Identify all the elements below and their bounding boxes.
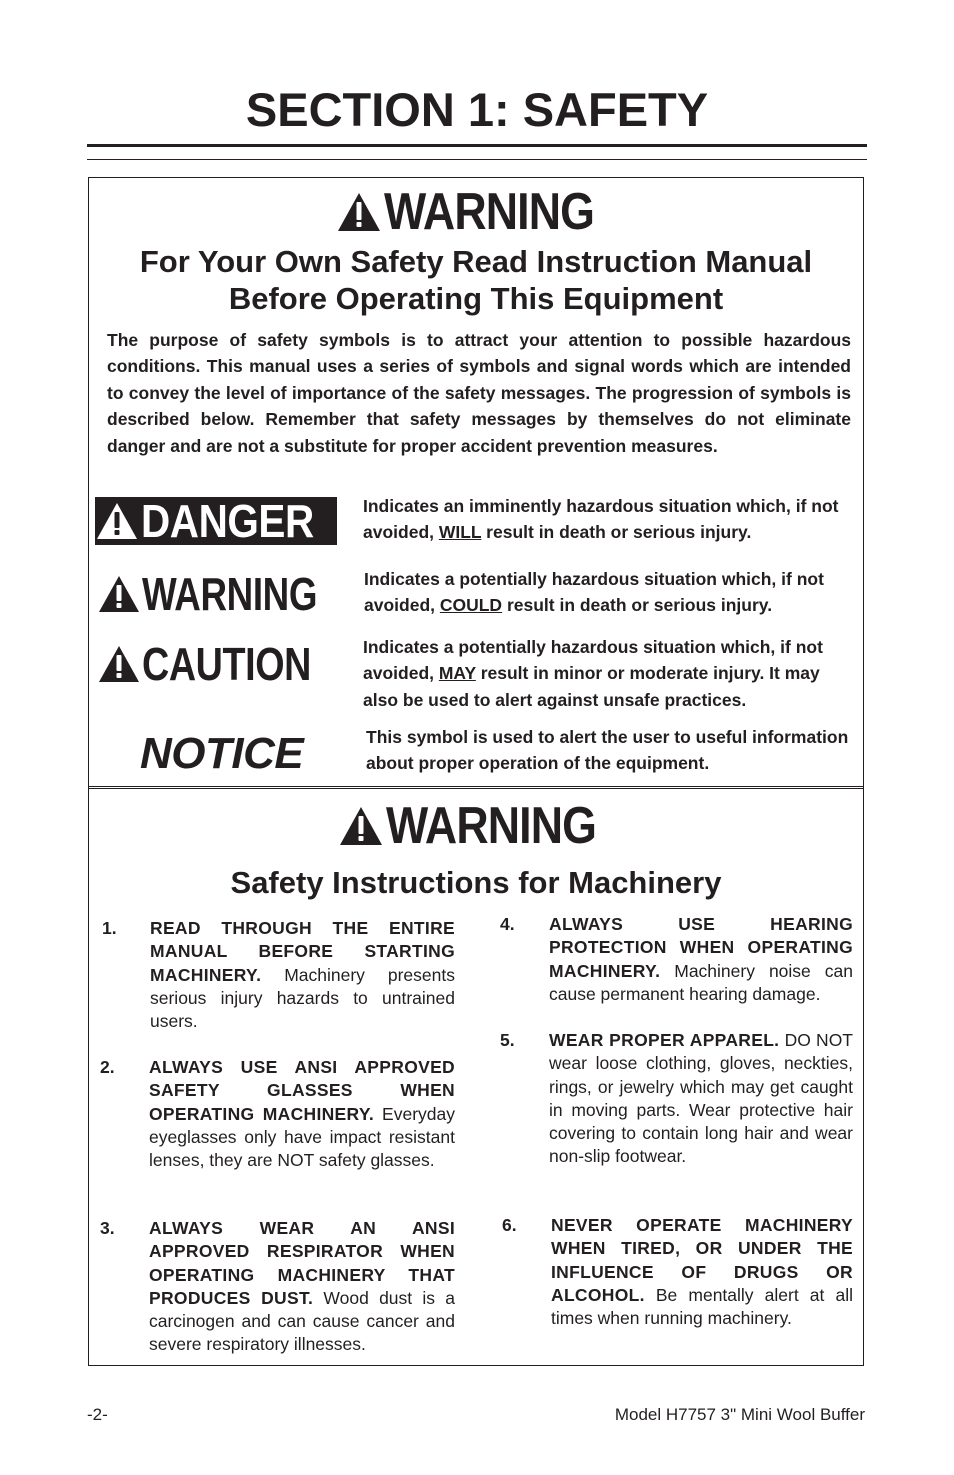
danger-triangle-icon: [95, 500, 139, 542]
item-body: [150, 917, 455, 1033]
danger-description: [363, 493, 858, 546]
manual-subhead-line1: For Your Own Safety Read Instruction Manual: [139, 244, 813, 279]
title-rule-thick: [87, 144, 867, 147]
item-heading: NEVER OPERATE MACHINERY WHEN TIRED, OR UNDER THE INFLUENCE OF DRUGS OR ALCOHOL.: [551, 1215, 853, 1305]
notice-description: [366, 724, 851, 777]
warning-description: [364, 566, 859, 619]
item-text: Everyday eyeglasses only have impact resistant lenses, they are NOT safety glasses.: [149, 1103, 455, 1171]
warning-badge: [97, 570, 361, 618]
item-body: [551, 1214, 853, 1330]
notice-badge: NOTICE: [140, 729, 304, 778]
warning-desc-text-end: result in death or serious injury.: [502, 595, 773, 616]
caution-desc-keyword: MAY: [438, 663, 476, 684]
item-body: [549, 913, 853, 1006]
warning-header-word: WARNING: [384, 183, 595, 241]
intro-paragraph: The purpose of safety symbols is to attract your attention to possible hazardous conditions. This manual uses a series of symbols and signal words which are intended to convey the level of importance of the safety messages. The progression of symbols is described below. Remember that safety messages by themselves do not eliminate danger and are not a substitute for proper accident prevention measures.: [107, 330, 851, 456]
item-heading: ALWAYS USE ANSI APPROVED SAFETY GLASSES WHEN OPERATING MACHINERY.: [149, 1057, 455, 1124]
item-body: [149, 1217, 455, 1357]
machinery-subhead: Safety Instructions for Machinery: [230, 865, 722, 900]
item-heading: WEAR PROPER APPAREL.: [549, 1030, 780, 1050]
caution-triangle-icon: [97, 643, 141, 685]
caution-badge: [97, 640, 348, 688]
list-item: [502, 1214, 853, 1332]
warning-desc-text: Indicates a potentially hazardous situation which, if not avoided,: [364, 569, 824, 616]
danger-word: DANGER: [141, 495, 314, 547]
danger-desc-text: Indicates an imminently hazardous situation which, if not avoided,: [363, 496, 839, 543]
list-item: [500, 913, 853, 1007]
item-number: 6.: [502, 1215, 517, 1235]
danger-badge: [95, 497, 337, 545]
item-text: Machinery presents serious injury hazards to untrained users.: [150, 964, 455, 1032]
caution-description: [363, 634, 858, 713]
caution-desc-text-end: result in minor or moderate injury. It may also be used to alert against unsafe practices.: [363, 663, 820, 710]
item-number: 5.: [500, 1030, 515, 1050]
notice-desc-text: This symbol is used to alert the user to useful information about proper operation of the equipment.: [366, 727, 849, 774]
page-number: -2-: [87, 1405, 108, 1424]
warning-header-1: [336, 183, 628, 241]
item-number: 3.: [100, 1218, 115, 1238]
warning-triangle-icon: [97, 573, 141, 615]
item-number: 1.: [102, 918, 117, 938]
manual-subhead: [88, 243, 864, 317]
page-title: SECTION 1: SAFETY: [245, 83, 709, 136]
warning-desc-keyword: COULD: [439, 595, 503, 616]
item-text: DO NOT wear loose clothing, gloves, neckties, rings, or jewelry which may get caught in moving parts. Wear protective hair covering to contain long hair and wear non-slip footwear.: [549, 1030, 853, 1167]
title-rule-thin: [87, 159, 867, 160]
item-heading: READ THROUGH THE ENTIRE MANUAL BEFORE STARTING MACHINERY.: [150, 918, 455, 985]
caution-desc-text: Indicates a potentially hazardous situation which, if not avoided,: [363, 637, 823, 684]
manual-subhead-line2: Before Operating This Equipment: [228, 281, 724, 316]
list-item: [100, 1217, 455, 1357]
caution-word: CAUTION: [142, 638, 311, 690]
list-item: [100, 1056, 455, 1196]
warning-word: WARNING: [142, 568, 318, 620]
warning-header-2: [338, 797, 630, 855]
item-body: [149, 1056, 455, 1172]
list-item: [500, 1029, 853, 1193]
model-footer: Model H7757 3" Mini Wool Buffer: [614, 1405, 865, 1424]
danger-desc-text-end: result in death or serious injury.: [481, 522, 752, 543]
item-text: Machinery noise can cause permanent hearing damage.: [549, 960, 853, 1004]
list-item: [102, 917, 455, 1032]
item-body: [549, 1029, 853, 1169]
item-number: 4.: [500, 914, 515, 934]
warning-header-word-2: WARNING: [386, 797, 597, 855]
warning-triangle-icon: [338, 805, 384, 847]
item-number: 2.: [100, 1057, 115, 1077]
item-heading: ALWAYS USE HEARING PROTECTION WHEN OPERATING MACHINERY.: [549, 914, 853, 981]
warning-triangle-icon: [336, 191, 382, 233]
danger-desc-keyword: WILL: [438, 522, 482, 543]
item-heading: ALWAYS WEAR AN ANSI APPROVED RESPIRATOR WHEN OPERATING MACHINERY THAT PRODUCES DUST.: [149, 1218, 455, 1308]
item-text: Wood dust is a carcinogen and can cause cancer and severe respiratory illnesses.: [149, 1287, 455, 1355]
item-text: Be mentally alert at all times when running machinery.: [551, 1284, 853, 1329]
